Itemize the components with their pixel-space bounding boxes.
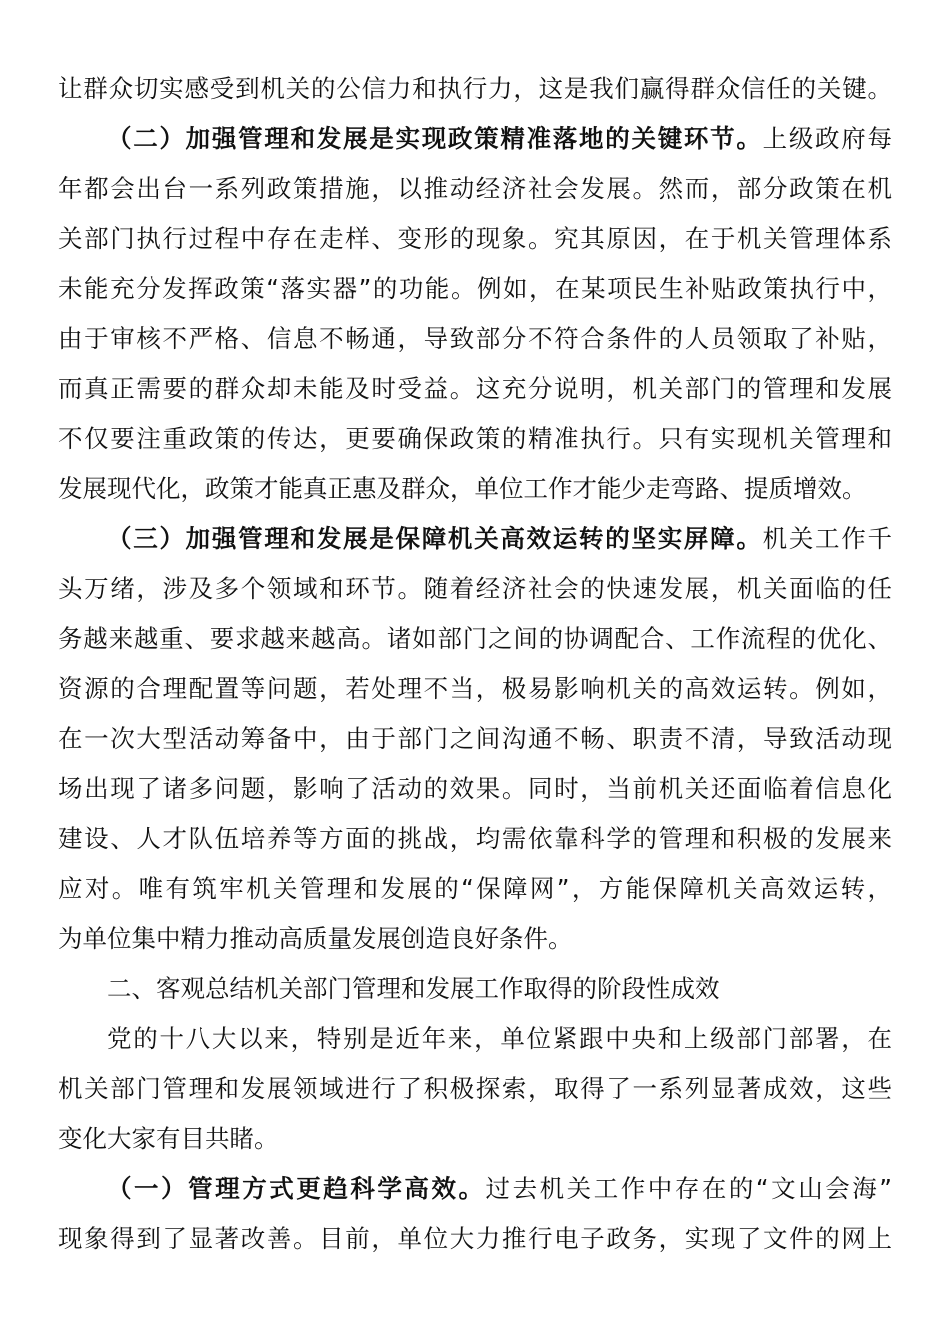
text-line: 不仅要注重政策的传达，更要确保政策的精准执行。只有实现机关管理和 [58, 424, 892, 453]
text-line: 资源的合理配置等问题，若处理不当，极易影响机关的高效运转。例如， [58, 674, 892, 703]
subheading-line [58, 114, 892, 164]
section-title: 二、客观总结机关部门管理和发展工作取得的阶段性成效 [107, 974, 720, 1003]
subheading-line [58, 1164, 892, 1214]
text-line: 关部门执行过程中存在走样、变形的现象。究其原因，在于机关管理体系 [58, 224, 892, 253]
text-line: 发展现代化，政策才能真正惠及群众，单位工作才能少走弯路、提质增效。 [58, 474, 867, 503]
text-line: 年都会出台一系列政策措施，以推动经济社会发展。然而，部分政策在机 [58, 174, 892, 203]
subheading-line [58, 514, 892, 564]
document-body [58, 64, 892, 1264]
text-line-rest: 机关工作千 [762, 524, 892, 553]
text-line: 党的十八大以来，特别是近年来，单位紧跟中央和上级部门部署，在 [107, 1024, 892, 1053]
text-line: 在一次大型活动筹备中，由于部门之间沟通不畅、职责不清，导致活动现 [58, 724, 892, 753]
text-line: 场出现了诸多问题，影响了活动的效果。同时，当前机关还面临着信息化 [58, 774, 892, 803]
text-line-rest: 上级政府每 [762, 124, 892, 153]
text-line: 机关部门管理和发展领域进行了积极探索，取得了一系列显著成效，这些 [58, 1074, 892, 1103]
text-line-rest: 过去机关工作中存在的“文山会海” [485, 1174, 892, 1203]
text-line: 头万绪，涉及多个领域和环节。随着经济社会的快速发展，机关面临的任 [58, 574, 892, 603]
section-heading: （一）管理方式更趋科学高效。 [107, 1174, 486, 1203]
text-line: 而真正需要的群众却未能及时受益。这充分说明，机关部门的管理和发展 [58, 374, 892, 403]
section-heading: （三）加强管理和发展是保障机关高效运转的坚实屏障。 [107, 524, 763, 553]
text-line: 务越来越重、要求越来越高。诸如部门之间的协调配合、工作流程的优化、 [58, 624, 892, 653]
text-line: 变化大家有目共睹。 [58, 1124, 279, 1153]
text-line: 现象得到了显著改善。目前，单位大力推行电子政务，实现了文件的网上 [58, 1224, 892, 1253]
text-line: 建设、人才队伍培养等方面的挑战，均需依靠科学的管理和积极的发展来 [58, 824, 892, 853]
text-line: 让群众切实感受到机关的公信力和执行力，这是我们赢得群众信任的关键。 [58, 74, 892, 103]
text-line: 由于审核不严格、信息不畅通，导致部分不符合条件的人员领取了补贴， [58, 324, 892, 353]
text-line: 应对。唯有筑牢机关管理和发展的“保障网”，方能保障机关高效运转， [58, 874, 892, 903]
section-heading: （二）加强管理和发展是实现政策精准落地的关键环节。 [107, 124, 763, 153]
text-line: 为单位集中精力推动高质量发展创造良好条件。 [58, 924, 573, 953]
text-line: 未能充分发挥政策“落实器”的功能。例如，在某项民生补贴政策执行中， [58, 274, 892, 303]
